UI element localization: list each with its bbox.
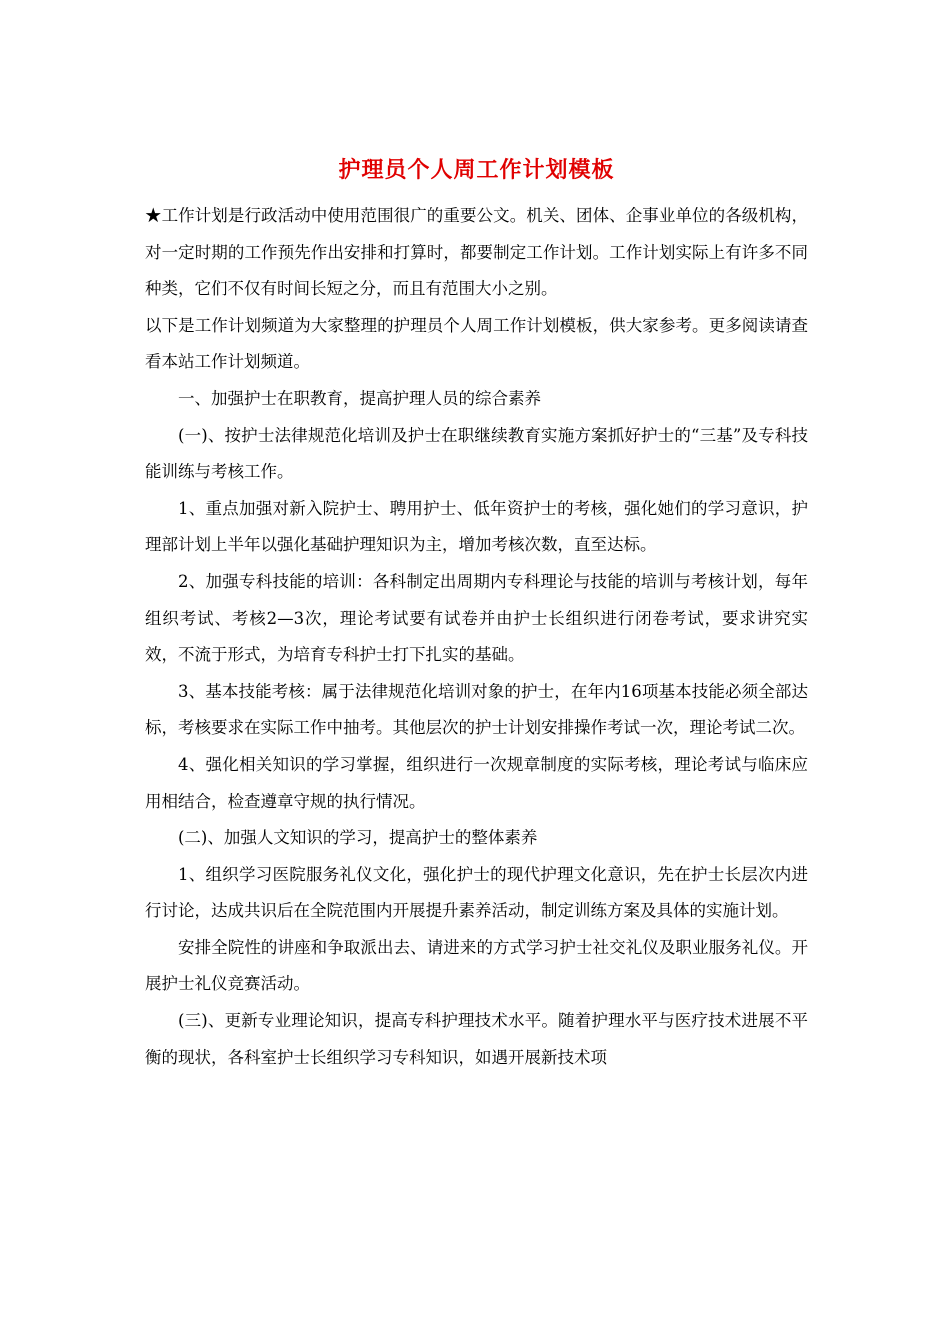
paragraph: 安排全院性的讲座和争取派出去、请进来的方式学习护士社交礼仪及职业服务礼仪。开展护士礼仪竞赛活动。	[145, 937, 808, 994]
paragraph: 1、重点加强对新入院护士、聘用护士、低年资护士的考核，强化她们的学习意识，护理部计划上半年以强化基础护理知识为主，增加考核次数，直至达标。	[145, 498, 808, 555]
paragraph: 4、强化相关知识的学习掌握，组织进行一次规章制度的实际考核，理论考试与临床应用相结合，检查遵章守规的执行情况。	[145, 754, 808, 811]
paragraph: 3、基本技能考核：属于法律规范化培训对象的护士，在年内16项基本技能必须全部达标，考核要求在实际工作中抽考。其他层次的护士计划安排操作考试一次，理论考试二次。	[145, 681, 808, 738]
document-body	[145, 198, 808, 1076]
paragraph: (二)、加强人文知识的学习，提高护士的整体素养	[178, 828, 538, 848]
document-title: 护理员个人周工作计划模板	[338, 157, 615, 183]
paragraph: (三)、更新专业理论知识，提高专科护理技术水平。随着护理水平与医疗技术进展不平衡的现状，各科室护士长组织学习专科知识，如遇开展新技术项	[145, 1011, 808, 1067]
paragraph: 2、加强专科技能的培训：各科制定出周期内专科理论与技能的培训与考核计划，每年组织考试、考核2—3次，理论考试要有试卷并由护士长组织进行闭卷考试，要求讲究实效，不流于形式，为培育专科护士打下扎实的基础。	[145, 571, 808, 665]
paragraph: 一、加强护士在职教育，提高护理人员的综合素养	[178, 388, 541, 408]
paragraph: 以下是工作计划频道为大家整理的护理员个人周工作计划模板，供大家参考。更多阅读请查看本站工作计划频道。	[145, 315, 808, 372]
paragraph: (一)、按护士法律规范化培训及护士在职继续教育实施方案抓好护士的“三基”及专科技能训练与考核工作。	[145, 425, 808, 482]
paragraph: 1、组织学习医院服务礼仪文化，强化护士的现代护理文化意识，先在护士长层次内进行讨论，达成共识后在全院范围内开展提升素养活动，制定训练方案及具体的实施计划。	[145, 864, 808, 921]
paragraph: ★工作计划是行政活动中使用范围很广的重要公文。机关、团体、企事业单位的各级机构，对一定时期的工作预先作出安排和打算时，都要制定工作计划。工作计划实际上有许多不同种类，它们不仅有时间长短之分，而且有范围大小之别。	[145, 206, 808, 299]
